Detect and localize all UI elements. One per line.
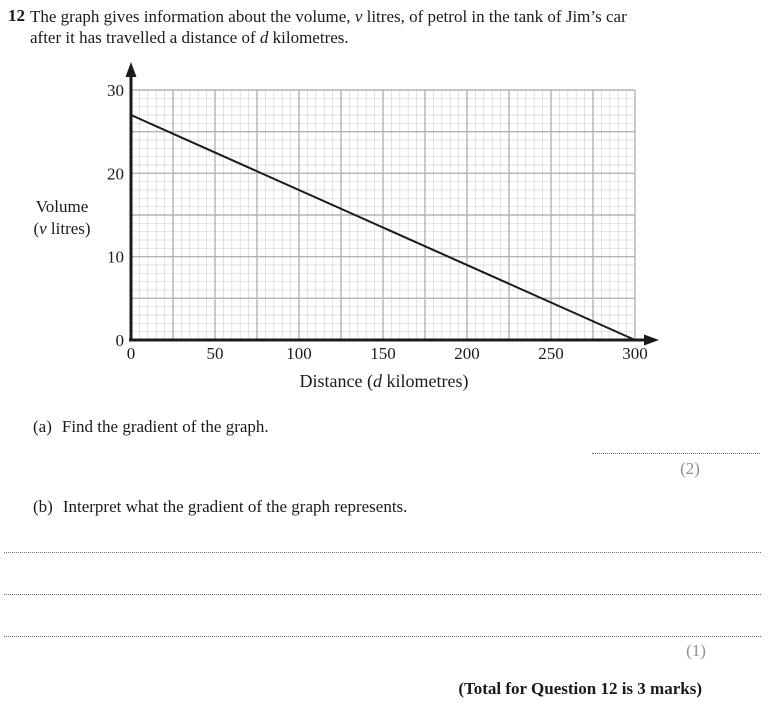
part-b-answer-line-1: [4, 539, 761, 553]
total-marks-line: (Total for Question 12 is 3 marks): [458, 679, 702, 698]
part-b-answer-line-3: [4, 623, 761, 637]
x-tick-label: 150: [370, 344, 396, 363]
part-b-question: [33, 497, 407, 517]
x-tick-label: 200: [454, 344, 480, 363]
y-axis-arrow: [126, 62, 137, 77]
x-tick-label: 50: [206, 344, 224, 363]
y-axis-label-line1: Volume: [35, 197, 89, 216]
x-tick-label: 300: [622, 344, 648, 363]
part-a-answer-line: [592, 440, 760, 454]
part-a-label: (a): [33, 417, 52, 436]
y-tick-label: 10: [107, 247, 124, 267]
x-tick-label: 100: [286, 344, 312, 363]
part-a-marks: (2): [680, 459, 700, 478]
x-tick-label: 250: [538, 344, 564, 363]
part-b-text: Interpret what the gradient of the graph represents.: [62, 497, 408, 516]
question-intro: [30, 6, 750, 48]
part-a-text: Find the gradient of the graph.: [61, 417, 269, 436]
part-b-answer-line-2: [4, 581, 761, 595]
question-intro-line1: The graph gives information about the volume, v litres, of petrol in the tank of Jim’s car: [30, 7, 627, 26]
y-axis-label: [14, 196, 110, 240]
question-number: 12: [8, 6, 25, 25]
y-tick-label: 20: [107, 164, 124, 184]
y-tick-label: 0: [115, 331, 124, 350]
part-a-question: [33, 417, 269, 437]
x-axis-label: Distance (d kilometres): [299, 371, 469, 391]
question-intro-line2: after it has travelled a distance of d kilometres.: [30, 28, 349, 47]
part-b-label: (b): [33, 497, 53, 516]
y-axis-label-line2: (v litres): [33, 219, 91, 238]
y-tick-label: 30: [107, 81, 124, 100]
x-tick-label: 0: [126, 344, 136, 363]
part-b-marks: (1): [686, 641, 706, 660]
